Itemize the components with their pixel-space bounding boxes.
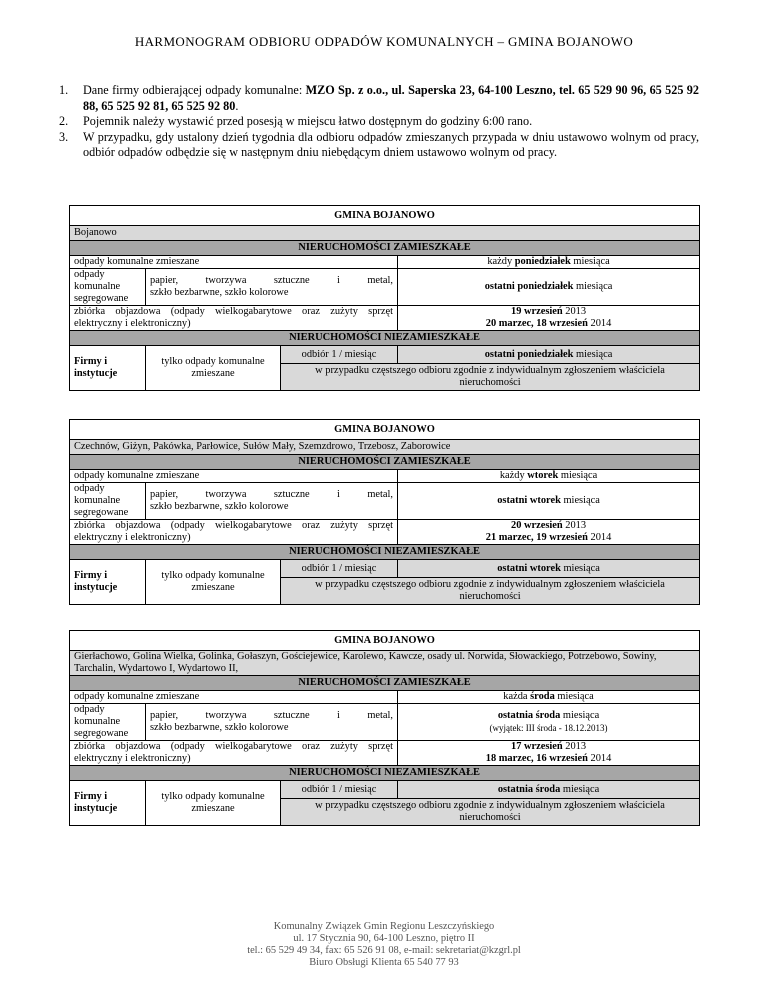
document-title: HARMONOGRAM ODBIORU ODPADÓW KOMUNALNYCH – GMINA BOJANOWO [134,34,634,49]
firms-text: Firmy i instytucje [74,570,118,593]
bulky-dates: 21 marzec, 19 wrzesień [485,532,588,543]
notes-list [59,83,699,161]
gmina-header: GMINA BOJANOWO [70,206,700,226]
period-word: miesiąca [575,281,613,292]
section-residential: NIERUCHOMOŚCI ZAMIESZKAŁE [70,455,700,470]
firms-text: Firmy i instytucje [74,356,118,379]
bulky-dates: 18 marzec, 16 wrzesień [485,753,588,764]
frequent-collection-note: w przypadku częstszego odbioru zgodnie z indywidualnym zgłoszeniem właściciela nieruchomości [281,799,700,826]
year: 2013 [565,306,587,317]
note-item [59,114,699,130]
section-residential: NIERUCHOMOŚCI ZAMIESZKAŁE [70,241,700,256]
frequency-word: każda [503,691,528,702]
bulky-collection-dates [398,741,700,766]
bulky-collection-label [70,741,398,766]
frequency-label: odbiór 1 / miesiąc [281,346,398,364]
bulky-dates: 19 wrzesień [511,306,563,317]
firms-schedule [398,560,700,578]
year: 2013 [565,741,587,752]
frequency-word: ostatni [497,495,528,506]
firms-label [70,560,146,605]
year: 2014 [590,318,612,329]
note-item [59,130,699,161]
segregated-types-line: papier, tworzywa sztuczne i metal, [150,275,393,286]
frequency-word: każdy [499,470,525,481]
bulky-dates: 20 wrzesień [511,520,563,531]
footer-address: ul. 17 Stycznia 90, 64-100 Leszno, piętro II [293,933,475,944]
weekday: środa [535,710,561,721]
footer [0,921,768,969]
period-word: miesiąca [575,348,613,360]
schedule-exception: (wyjątek: III środa - 18.12.2013) [489,723,608,733]
segregated-types-line: szkło bezbarwne, szkło kolorowe [150,287,289,298]
frequency-label: odbiór 1 / miesiąc [281,781,398,799]
footer-org: Komunalny Związek Gmin Regionu Leszczyńskiego [273,921,495,932]
bulky-date-line [402,318,695,330]
period-word: miesiąca [557,691,594,702]
bulky-label-line: elektryczny i elektroniczny) [74,753,191,764]
mixed-schedule [398,256,700,269]
bulky-label-line: zbiórka objazdowa (odpady wielkogabarytowe oraz zużyty sprzęt [74,741,393,752]
year: 2014 [590,753,612,764]
note-item [59,83,699,114]
weekday: wtorek [529,562,561,574]
bulky-dates: 17 wrzesień [511,741,563,752]
waste-mixed-label: odpady komunalne zmieszane [70,256,398,269]
period-word: miesiąca [563,495,600,506]
frequency-word: ostatni [484,281,515,292]
year: 2013 [565,520,587,531]
firms-waste-type: tylko odpady komunalne zmieszane [146,781,281,826]
bulky-dates: 20 marzec, 18 wrzesień [485,318,588,329]
period-word: miesiąca [562,783,600,795]
waste-segregated-types [146,483,398,520]
bulky-date-line [402,306,695,318]
bulky-date-line [402,520,695,532]
bulky-date-line [402,532,695,544]
weekday: środa [535,783,561,795]
segregated-types-line: papier, tworzywa sztuczne i metal, [150,489,393,500]
footer-contact: tel.: 65 529 49 34, fax: 65 526 91 08, e-mail: sekretariat@kzgrl.pl [247,945,521,956]
frequency-label: odbiór 1 / miesiąc [281,560,398,578]
schedule-table [69,205,700,391]
segregated-types-line: szkło bezbarwne, szkło kolorowe [150,722,289,733]
section-residential: NIERUCHOMOŚCI ZAMIESZKAŁE [70,676,700,691]
bulky-date-line [402,741,695,753]
note-text: . [235,98,239,113]
weekday: wtorek [527,470,559,481]
note-number: 3. [59,129,69,144]
bulky-collection-label [70,520,398,545]
segregated-types-line: papier, tworzywa sztuczne i metal, [150,710,393,721]
mixed-schedule [398,470,700,483]
mixed-schedule [398,691,700,704]
bulky-label-line: elektryczny i elektroniczny) [74,532,191,543]
bulky-label-line: zbiórka objazdowa (odpady wielkogabarytowe oraz zużyty sprzęt [74,520,393,531]
year: 2014 [590,532,612,543]
waste-segregated-types [146,269,398,306]
localities: Gierłachowo, Golina Wielka, Golinka, Gołaszyn, Gościejewice, Karolewo, Kawcze, osady ul. Norwida, Słowackiego, Potrzebowo, Sowiny, Tarchalin, Wydartowo I, Wydartowo II, [70,651,700,676]
segregated-schedule [398,704,700,741]
weekday: wtorek [529,495,561,506]
frequent-collection-note: w przypadku częstszego odbioru zgodnie z indywidualnym zgłoszeniem właściciela nieruchomości [281,578,700,605]
firms-waste-type: tylko odpady komunalne zmieszane [146,346,281,391]
segregated-types-line: szkło bezbarwne, szkło kolorowe [150,501,289,512]
firms-label [70,346,146,391]
period-word: miesiąca [563,562,600,574]
period-word: miesiąca [562,710,600,721]
schedule-table [69,630,700,826]
waste-segregated-label: odpady komunalne segregowane [70,704,146,741]
period-word: miesiąca [573,256,610,267]
schedule-table [69,419,700,605]
waste-mixed-label: odpady komunalne zmieszane [70,691,398,704]
frequency-word: każdy [487,256,513,267]
section-nonresidential: NIERUCHOMOŚCI NIEZAMIESZKAŁE [70,766,700,781]
waste-segregated-types [146,704,398,741]
bulky-label-line: zbiórka objazdowa (odpady wielkogabarytowe oraz zużyty sprzęt [74,306,393,317]
frequency-word: ostatnia [497,783,534,795]
period-word: miesiąca [560,470,598,481]
segregated-schedule [398,483,700,520]
bulky-collection-dates [398,306,700,331]
firms-schedule [398,346,700,364]
firms-label [70,781,146,826]
note-text: Pojemnik należy wystawić przed posesją w miejscu łatwo dostępnym do godziny 6:00 rano. [83,114,533,128]
localities: Czechnów, Giżyn, Pakówka, Parłowice, Sułów Mały, Szemzdrowo, Trzebosz, Zaborowice [70,440,700,455]
weekday: poniedziałek [514,256,571,267]
note-text: Dane firmy odbierającej odpady komunalne: [83,83,306,97]
firms-text: Firmy i instytucje [74,791,118,814]
gmina-header: GMINA BOJANOWO [70,420,700,440]
weekday: środa [530,691,555,702]
frequency-word: ostatni [497,562,528,574]
footer-customer-service: Biuro Obsługi Klienta 65 540 77 93 [309,957,459,968]
localities: Bojanowo [70,226,700,241]
gmina-header: GMINA BOJANOWO [70,631,700,651]
weekday: poniedziałek [517,281,574,292]
waste-mixed-label: odpady komunalne zmieszane [70,470,398,483]
note-number: 1. [59,83,69,97]
waste-segregated-label: odpady komunalne segregowane [70,483,146,520]
bulky-collection-dates [398,520,700,545]
section-nonresidential: NIERUCHOMOŚCI NIEZAMIESZKAŁE [70,331,700,346]
company-contact: MZO Sp. z o.o., ul. Saperska 23, 64-100 Leszno, tel. 65 529 90 96, 65 525 92 88, 65 525 92 81, 65 525 92 80 [83,83,699,113]
frequent-collection-note: w przypadku częstszego odbioru zgodnie z indywidualnym zgłoszeniem właściciela nieruchomości [281,364,700,391]
frequency-word: ostatni [484,348,515,360]
bulky-collection-label [70,306,398,331]
section-nonresidential: NIERUCHOMOŚCI NIEZAMIESZKAŁE [70,545,700,560]
waste-segregated-label: odpady komunalne segregowane [70,269,146,306]
bulky-date-line [402,753,695,765]
bulky-label-line: elektryczny i elektroniczny) [74,318,191,329]
firms-schedule [398,781,700,799]
note-number: 2. [59,114,69,128]
frequency-word: ostatnia [497,710,534,721]
note-text: W przypadku, gdy ustalony dzień tygodnia dla odbioru odpadów zmieszanych przypada w dniu ustawowo wolnym od pracy, odbiór odpadów odbędzie się w następnym dniu niebędącym dniem ustawowo wolnym od pracy. [83,129,699,159]
weekday: poniedziałek [517,348,574,360]
firms-waste-type: tylko odpady komunalne zmieszane [146,560,281,605]
segregated-schedule [398,269,700,306]
